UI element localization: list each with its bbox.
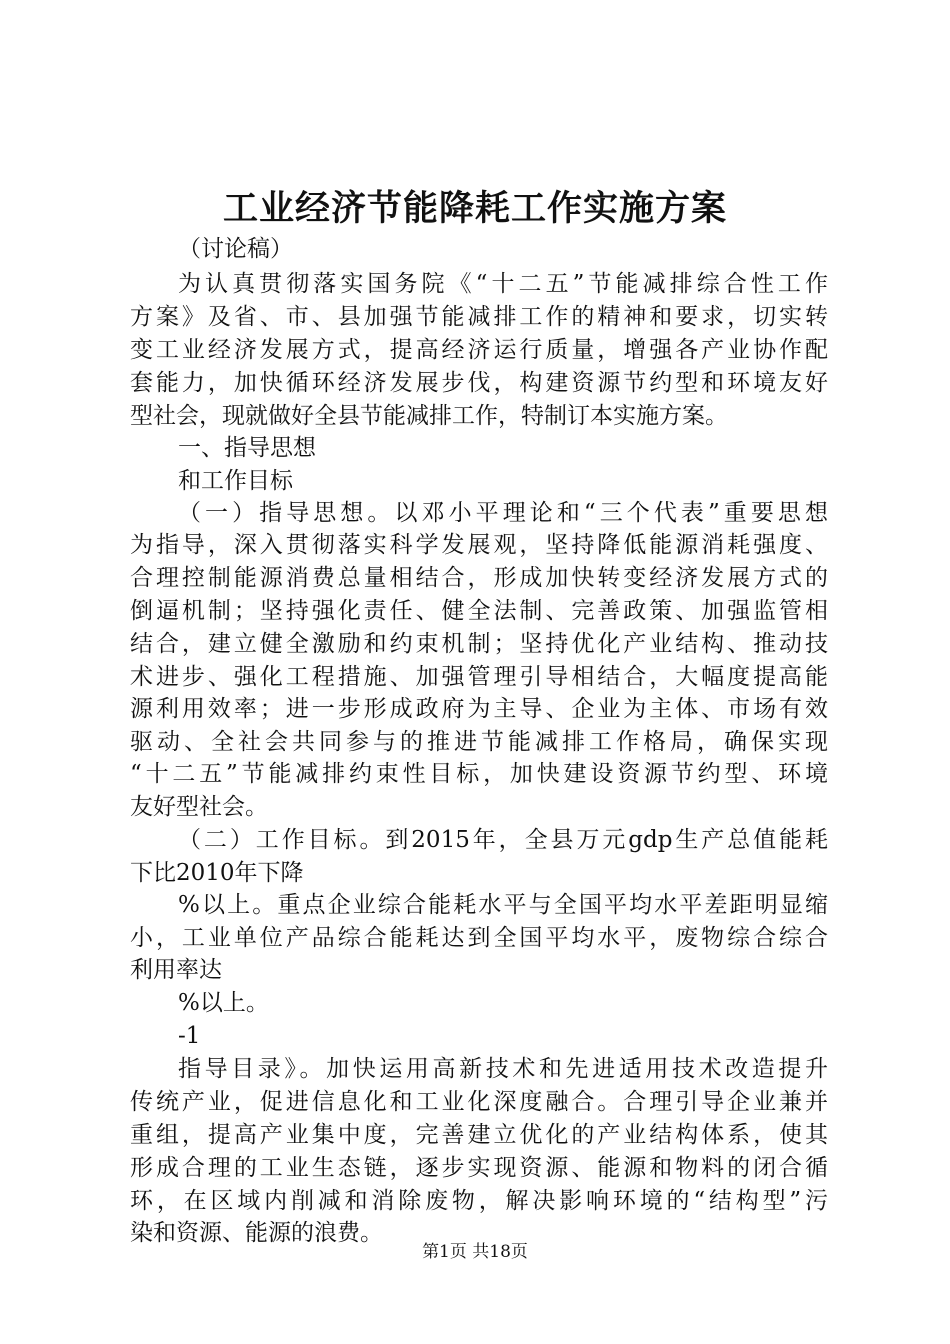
body-line: 传统产业，促进信息化和工业化深度融合。合理引导企业兼并 [130,1089,828,1115]
body-line: 友好型社会。 [130,794,268,820]
body-line: 倒逼机制；坚持强化责任、健全法制、完善政策、加强监管相 [130,598,828,624]
body-line: 小，工业单位产品综合能耗达到全国平均水平，废物综合综合 [130,925,828,951]
body-line: 染和资源、能源的浪费。 [130,1220,383,1246]
body-line: 型社会，现就做好全县节能减排工作，特制订本实施方案。 [130,403,728,429]
body-line: 方案》及省、市、县加强节能减排工作的精神和要求，切实转 [130,304,828,330]
body-line: 重组，提高产业集中度，完善建立优化的产业结构体系，使其 [130,1122,828,1148]
body-line: 下比2010年下降 [130,860,304,886]
draft-note: （讨论稿） [178,236,293,262]
body-line: 指导目录》。加快运用高新技术和先进适用技术改造提升 [178,1056,828,1082]
body-line: 变工业经济发展方式，提高经济运行质量，增强各产业协作配 [130,337,828,363]
body-line: 为认真贯彻落实国务院《“十二五”节能减排综合性工作 [178,271,828,297]
body-line: 合理控制能源消费总量相结合，形成加快转变经济发展方式的 [130,565,828,591]
body-line: （一）指导思想。以邓小平理论和“三个代表”重要思想 [178,500,828,526]
section-heading: 和工作目标 [178,468,293,494]
body-line: %以上。重点企业综合能耗水平与全国平均水平差距明显缩 [178,892,828,918]
body-line: 形成合理的工业生态链，逐步实现资源、能源和物料的闭合循 [130,1155,828,1181]
body-line: -1 [178,1023,201,1049]
body-line: 术进步、强化工程措施、加强管理引导相结合，大幅度提高能 [130,664,828,690]
body-line: %以上。 [178,990,269,1016]
body-line: 为指导，深入贯彻落实科学发展观，坚持降低能源消耗强度、 [130,532,828,558]
body-line: 源利用效率；进一步形成政府为主导、企业为主体、市场有效 [130,696,828,722]
body-line: 套能力，加快循环经济发展步伐，构建资源节约型和环境友好 [130,370,828,396]
body-line: “十二五”节能减排约束性目标，加快建设资源节约型、环境 [130,761,828,787]
body-line: 结合，建立健全激励和约束机制；坚持优化产业结构、推动技 [130,631,828,657]
body-line: （二）工作目标。到2015年，全县万元gdp生产总值能耗 [178,827,828,853]
section-heading: 一、指导思想 [178,435,316,461]
document-title: 工业经济节能降耗工作实施方案 [222,188,727,229]
body-line: 驱动、全社会共同参与的推进节能减排工作格局，确保实现 [130,729,828,755]
body-line: 环，在区域内削减和消除废物，解决影响环境的“结构型”污 [130,1188,828,1214]
body-line: 利用率达 [130,957,222,983]
page-number-footer: 第1页 共18页 [422,1242,528,1262]
